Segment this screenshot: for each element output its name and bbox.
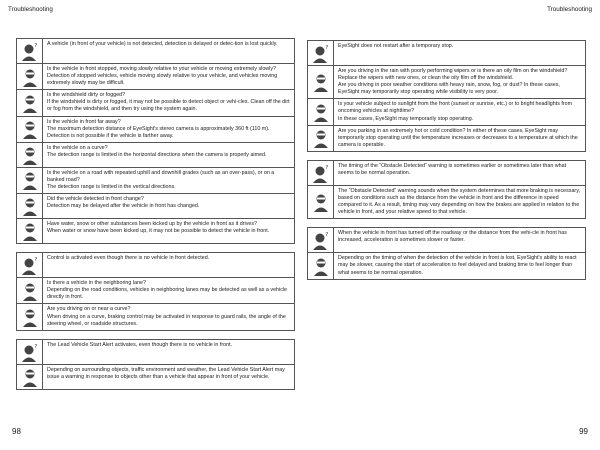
problem-row	[17, 340, 294, 364]
troubleshooting-table	[307, 227, 586, 279]
question-person-icon	[311, 230, 331, 250]
svg-text:?: ?	[34, 343, 37, 350]
svg-text:?: ?	[325, 45, 328, 51]
problem-text: A vehicle (in front of your vehicle) is not detected, detection is delayed or detec-tion is lost quickly.	[47, 41, 278, 47]
cause-row	[17, 277, 294, 303]
troubleshooting-table	[16, 339, 295, 390]
question-icon-cell	[17, 39, 43, 63]
problem-row	[308, 161, 585, 185]
troubleshooting-table	[16, 252, 295, 331]
problem-row	[17, 39, 294, 63]
problem-text: Control is activated even though there is no vehicle in front detected.	[47, 255, 210, 262]
problem-row	[308, 41, 585, 65]
svg-text:?: ?	[325, 164, 328, 171]
svg-text:?: ?	[34, 43, 37, 49]
answer-icon-cell	[308, 66, 334, 98]
cause-row	[17, 116, 294, 142]
problem-text: The timing of the “Obstacle Detected” warning is sometimes earlier or sometimes later than what seems to be normal operation.	[338, 162, 567, 177]
answer-icon-cell	[17, 365, 43, 389]
question-person-icon	[311, 43, 331, 63]
page-header-left: Troubleshooting	[8, 6, 53, 13]
cause-text: The “Obstacle Detected” warning sounds when the system determines that more braking is necessary, based on conditions such as the distance from the vehicle in front and the difference in speed compared to it. As a result, timing may vary depending on how the brakes are applied in relation to the vehicle in front, and your relative speed to that vehicle.	[338, 187, 580, 216]
answer-person-icon	[20, 367, 40, 387]
answer-icon-cell	[17, 194, 43, 218]
cause-text: Have water, snow or other substances been kicked up by the vehicle in front as it drives? When water or snow have been kicked up, it may not be possible to detect the vehicle in front.	[47, 221, 270, 235]
problem-row	[17, 253, 294, 277]
cause-text: Is there a vehicle in the neighboring lane? Depending on the road conditions, vehicles in neighboring lanes may be detected as well as a vehicle directly in front.	[47, 280, 288, 301]
answer-icon-cell	[308, 253, 334, 278]
answer-icon-cell	[17, 304, 43, 329]
answer-icon-cell	[17, 278, 43, 303]
answer-icon-cell	[17, 90, 43, 115]
answer-person-icon	[311, 128, 331, 148]
question-icon-cell	[308, 161, 334, 185]
cause-text: Did the vehicle detected in front change? Detection may be delayed after the vehicle in front has changed.	[47, 196, 200, 210]
question-person-icon	[20, 255, 40, 275]
answer-person-icon	[20, 281, 40, 301]
answer-icon-cell	[17, 117, 43, 142]
question-icon-cell	[17, 340, 43, 364]
answer-icon-cell	[17, 143, 43, 167]
answer-person-icon	[311, 72, 331, 92]
svg-text:?: ?	[34, 257, 37, 264]
answer-person-icon	[20, 93, 40, 113]
cause-row	[308, 65, 585, 98]
answer-person-icon	[311, 192, 331, 212]
question-icon-cell	[308, 41, 334, 65]
cause-text: Depending on the timing of when the detection of the vehicle in front is lost, EyeSight's ability to react may be slower, causing the start of acceleration to feel delayed and braking time to feel longer than what seems to be normal operation.	[338, 255, 577, 276]
cause-text: Is your vehicle subject to sunlight from the front (sunset or sunrise, etc.) or to bright headlights from oncoming vehicles at nighttime? In these cases, EyeSight may temporarily stop operating.	[338, 101, 573, 122]
answer-person-icon	[311, 256, 331, 276]
answer-icon-cell	[17, 64, 43, 89]
answer-person-icon	[20, 170, 40, 190]
answer-icon-cell	[308, 99, 334, 124]
cause-text: Are you driving on or near a curve? When driving on a curve, braking control may be activated in response to guard rails, the angle of the steering wheel, or roadside structures.	[47, 306, 286, 327]
question-person-icon	[20, 342, 40, 362]
cause-row	[17, 63, 294, 89]
cause-text: Is the vehicle on a road with repeated uphill and downhill grades (such as an over-pass), or on a banked road? The detection range is limited in the vertical directions.	[47, 169, 275, 191]
cause-text: Is the vehicle in front far away? The maximum detection distance of EyeSight's stereo camera is approximately 360 ft (110 m). Detection is not possible if the vehicle is farther away.	[47, 118, 270, 139]
page-number-right: 99	[579, 427, 588, 436]
page-number-left: 98	[12, 427, 21, 436]
answer-icon-cell	[308, 186, 334, 218]
answer-person-icon	[20, 67, 40, 87]
svg-text:?: ?	[325, 232, 328, 239]
answer-person-icon	[20, 221, 40, 241]
cause-text: Are you driving in the rain with poorly performing wipers or is there an oily film on the windshield? Replace the wipers with new ones, or clean the oily film off the windshield. Are you driving in poor weather conditions with heavy rain, snow, fog, or dust? In these cases, EyeSight may temporarily stop operating while visibility is very poor.	[338, 68, 568, 96]
question-icon-cell	[308, 228, 334, 252]
cause-row	[308, 252, 585, 278]
cause-row	[308, 125, 585, 151]
answer-person-icon	[311, 102, 331, 122]
answer-icon-cell	[17, 168, 43, 193]
cause-row	[17, 193, 294, 218]
answer-person-icon	[20, 307, 40, 327]
troubleshooting-table	[307, 40, 586, 152]
question-icon-cell	[17, 253, 43, 277]
cause-row	[17, 364, 294, 389]
cause-text: Are you parking in an extremely hot or cold condition? In either of these cases, EyeSight may temporarily stop operating until the temperature increases or decreases to a temperature at which the camera is operable.	[338, 127, 578, 148]
answer-person-icon	[20, 196, 40, 216]
left-column	[16, 38, 295, 398]
question-person-icon	[311, 163, 331, 183]
cause-text: Is the vehicle on a curve? The detection range is limited in the horizontal directions when the camera is properly aimed.	[47, 144, 267, 158]
cause-row	[17, 218, 294, 243]
cause-text: Depending on surrounding objects, traffic environment and weather, the Lead Vehicle Start Alert may issue a warning in response to objects other than a vehicle that appear in front of your vehicle.	[47, 366, 285, 380]
cause-row	[308, 98, 585, 124]
cause-text: Is the windshield dirty or fogged? If the windshield is dirty or fogged, it may not be possible to detect object or vehi-cles. Clean off the dirt or fog from the windshield, and then try using the system again.	[47, 92, 290, 113]
answer-person-icon	[20, 119, 40, 139]
answer-icon-cell	[17, 219, 43, 243]
troubleshooting-table	[307, 160, 586, 219]
troubleshooting-table	[16, 38, 295, 244]
problem-text: EyeSight does not restart after a temporary stop.	[338, 43, 454, 49]
answer-icon-cell	[308, 126, 334, 151]
problem-row	[308, 228, 585, 252]
cause-row	[17, 167, 294, 193]
cause-row	[17, 89, 294, 115]
cause-row	[17, 142, 294, 167]
right-column	[307, 40, 586, 288]
question-person-icon	[20, 41, 40, 61]
cause-row	[17, 303, 294, 329]
page-header-right: Troubleshooting	[547, 6, 592, 13]
answer-person-icon	[20, 145, 40, 165]
problem-text: When the vehicle in front has turned off the roadway or the distance from the vehi-cle in front has increased, acceleration is sometimes slower or faster.	[338, 230, 567, 244]
problem-text: The Lead Vehicle Start Alert activates, even though there is no vehicle in front.	[47, 341, 233, 348]
cause-row	[308, 185, 585, 218]
cause-text: Is the vehicle in front stopped, moving slowly relative to your vehicle or moving extremely slowly? Detection of stopped vehicles, vehicle moving slowly relative to your vehicle, and vehicles moving extremely slowly may be difficult.	[47, 66, 278, 87]
